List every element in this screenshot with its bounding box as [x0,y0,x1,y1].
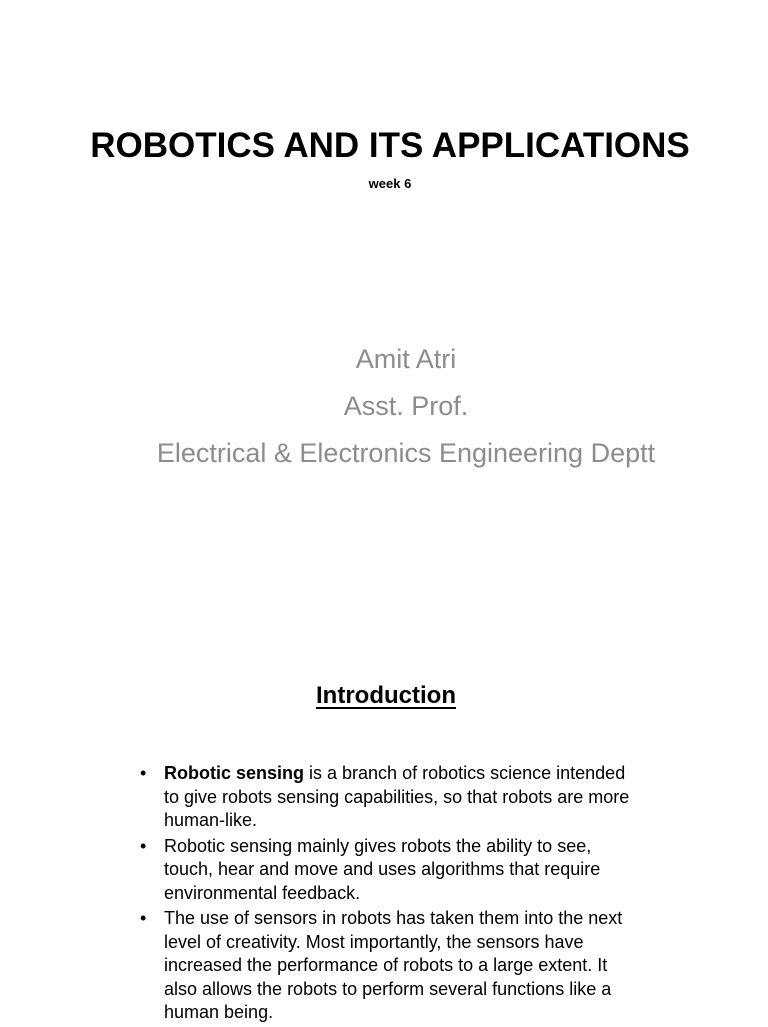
bullet-icon: • [140,835,147,856]
bullet-text: is a branch of robotics science intended to give robots sensing capabilities, so that robots are more human-like. [164,763,630,830]
bullet-icon: • [140,908,147,928]
introduction-bullet-list [140,762,640,1027]
bullet-item [140,762,640,833]
bullet-icon: • [140,763,147,783]
introduction-slide [0,640,768,1024]
slide-title: ROBOTICS AND ITS APPLICATIONS [90,126,690,165]
introduction-heading: Introduction [316,682,456,709]
bullet-item [140,907,640,1025]
presenter-position: Asst. Prof. [343,391,469,421]
presenter-info [0,336,768,477]
bullet-bold-term: Robotic sensing [164,763,305,783]
presenter-name: Amit Atri [355,344,457,374]
presenter-department: Electrical & Electronics Engineering Deptt [156,438,656,468]
bullet-text: Robotic sensing mainly gives robots the ability to see, touch, hear and move and uses algorithms that require environmental feedback. [164,835,601,903]
slide-subtitle-week: week 6 [368,176,412,191]
bullet-item [140,835,640,906]
bullet-text: The use of sensors in robots has taken them into the next level of creativity. Most importantly, the sensors have increased the performance of robots to a large extent. It also allows the robots to perform several functions like a human being. [164,908,623,1022]
